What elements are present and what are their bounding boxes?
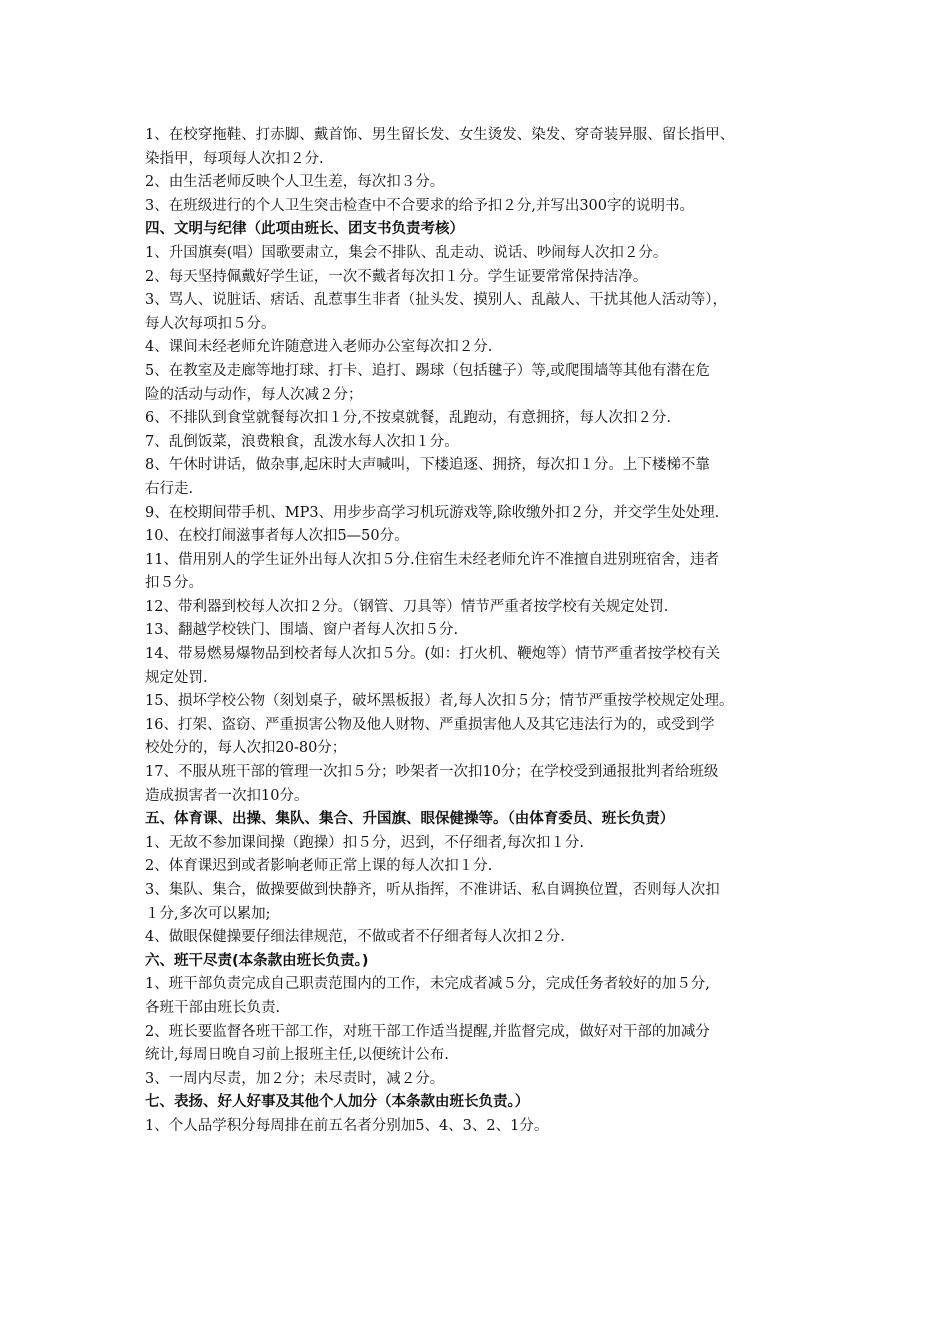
text-line: 1、升国旗奏(唱）国歌要肃立，集会不排队、乱走动、说话、吵闹每人次扣２分。 xyxy=(145,244,668,261)
section-heading: 四、文明与纪律（此项由班长、团支书负责考核） xyxy=(145,221,464,238)
text-line: 7、乱倒饭菜，浪费粮食，乱泼水每人次扣１分。 xyxy=(145,433,459,450)
text-line: 3、在班级进行的个人卫生突击检查中不合要求的给予扣２分,并写出300字的说明书。 xyxy=(145,197,695,214)
text-line: 1、班干部负责完成自己职责范围内的工作，未完成者减５分，完成任务者较好的加５分, xyxy=(145,976,710,993)
text-line: 右行走. xyxy=(145,480,194,497)
text-line: 8、午休时讲话，做杂事,起床时大声喊叫，下楼追逐、拥挤，每次扣１分。上下楼梯不靠 xyxy=(145,457,710,474)
text-line: 10、在校打闹滋事者每人次扣5—50分。 xyxy=(145,528,409,545)
text-line: 2、由生活老师反映个人卫生差，每次扣３分。 xyxy=(145,174,445,191)
text-line: 15、损坏学校公物（刻划桌子，破坏黑板报）者,每人次扣５分；情节严重按学校规定处理。 xyxy=(145,693,734,710)
text-line: 1、个人品学积分每周排在前五名者分别加5、4、3、2、1分。 xyxy=(145,1117,549,1134)
text-line: 14、带易燃易爆物品到校者每人次扣５分。(如：打火机、鞭炮等）情节严重者按学校有关 xyxy=(145,646,721,663)
text-line: 11、借用别人的学生证外出每人次扣５分.住宿生未经老师允许不准擅自进别班宿舍，违者 xyxy=(145,551,720,568)
text-line: 4、课间未经老师允许随意进入老师办公室每次扣２分. xyxy=(145,339,493,356)
text-line: 统计,每周日晚自习前上报班主任,以便统计公布. xyxy=(145,1047,449,1064)
text-line: 染指甲，每项每人次扣２分. xyxy=(145,150,324,167)
text-line: 5、在教室及走廊等地打球、打卡、追打、踢球（包括毽子）等,或爬围墙等其他有潜在危 xyxy=(145,362,710,379)
text-line: 16、打架、盗窃、严重损害公物及他人财物、严重损害他人及其它违法行为的，或受到学 xyxy=(145,716,715,733)
text-line: 13、翻越学校铁门、围墙、窗户者每人次扣５分. xyxy=(145,622,459,639)
text-line: 1、在校穿拖鞋、打赤脚、戴首饰、男生留长发、女生烫发、染发、穿奇装异服、留长指甲、 xyxy=(145,127,735,143)
text-line: 险的活动与动作，每人次减２分； xyxy=(145,386,363,403)
section-heading: 五、体育课、出操、集队、集合、升国旗、眼保健操等。（由体育委员、班长负责） xyxy=(145,811,675,828)
text-line: 1、无故不参加课间操（跑操）扣５分，迟到，不仔细者,每次扣１分. xyxy=(145,834,584,851)
text-line: 6、不排队到食堂就餐每次扣１分,不按桌就餐，乱跑动，有意拥挤，每人次扣２分. xyxy=(145,410,671,427)
text-line: 3、骂人、说脏话、痞话、乱惹事生非者（扯头发、摸别人、乱敲人、干扰其他人活动等）， xyxy=(145,292,727,309)
text-line: 2、每天坚持佩戴好学生证，一次不戴者每次扣１分。学生证要常常保持洁净。 xyxy=(145,268,648,285)
text-line: 每人次每项扣５分。 xyxy=(145,315,276,332)
text-line: 3、一周内尽责，加２分；未尽责时，减２分。 xyxy=(145,1070,445,1087)
section-heading: 七、表扬、好人好事及其他个人加分（本条款由班长负责。） xyxy=(145,1094,530,1111)
text-line: 扣５分。 xyxy=(145,575,203,592)
document-body xyxy=(145,124,825,1139)
text-line: 4、做眼保健操要仔细法律规范，不做或者不仔细者每人次扣２分. xyxy=(145,929,565,946)
text-line: 2、体育课迟到或者影响老师正常上课的每人次扣１分. xyxy=(145,858,493,875)
text-line: 造成损害者一次扣10分。 xyxy=(145,787,309,804)
text-line: 9、在校期间带手机、MP3、用步步高学习机玩游戏等,除收缴外扣２分，并交学生处处理. xyxy=(145,504,720,521)
text-line: 12、带利器到校每人次扣２分。（钢管、刀具等）情节严重者按学校有关规定处罚. xyxy=(145,598,669,615)
section-heading: 六、班干尽责(本条款由班长负责。) xyxy=(145,952,369,969)
text-line: １分,多次可以累加; xyxy=(145,905,271,922)
text-line: 2、班长要监督各班干部工作，对班干部工作适当提醒,并监督完成，做好对干部的加减分 xyxy=(145,1023,710,1040)
text-line: 各班干部由班长负责. xyxy=(145,999,281,1016)
text-line: 17、不服从班干部的管理一次扣５分；吵架者一次扣10分；在学校受到通报批判者给班级 xyxy=(145,764,719,781)
text-line: 3、集队、集合，做操要做到快静齐，听从指挥，不准讲话、私自调换位置，否则每人次扣 xyxy=(145,882,720,898)
text-line: 规定处罚. xyxy=(145,669,208,686)
text-line: 校处分的，每人次扣20-80分； xyxy=(145,740,347,757)
